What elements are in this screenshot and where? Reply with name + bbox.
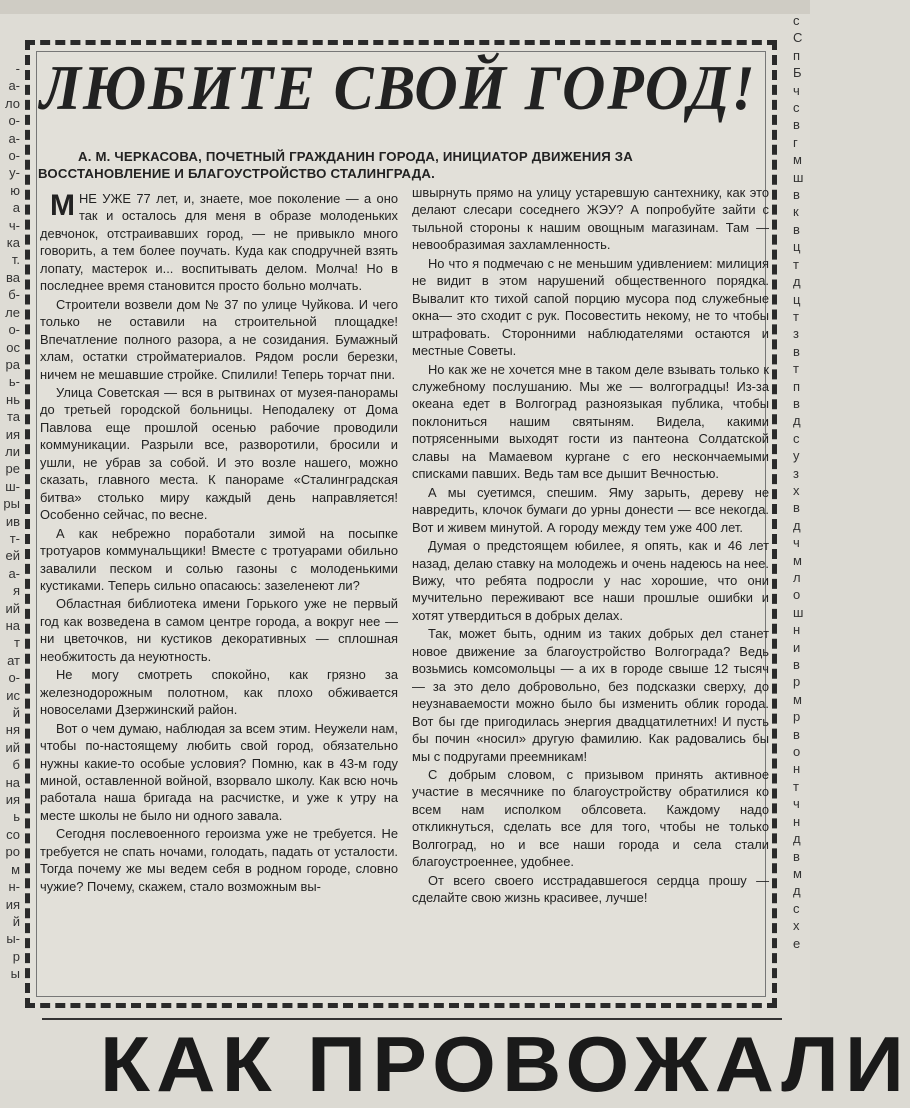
- right-margin-fragment: п: [793, 378, 801, 394]
- left-margin-fragment: й: [12, 705, 20, 721]
- left-paragraph: Строители возвели дом № 37 по улице Чуйкова. И чего только не оставили на строительной площадке! Впечатление полного разора, а не созидания. Бумажный хлам, остатки стройматериалов. Рядом росли березки, ничем не мешавшие стройке. Спилили! Теперь торчат пни.: [40, 296, 398, 382]
- left-margin-fragment: р: [12, 948, 20, 964]
- right-paragraph: А мы суетимся, спешим. Яму зарыть, дереву не навредить, клочок бумаги до урны донести — все некогда. Вот и живем минутой. А городу между тем уже 400 лет.: [412, 484, 769, 535]
- left-margin-fragment: ь: [13, 809, 20, 825]
- left-margin-fragment: ат: [7, 652, 20, 668]
- left-margin-fragment: о-: [8, 670, 20, 686]
- left-margin-fragment: ре: [5, 461, 20, 477]
- left-margin-fragment: ш-: [5, 478, 20, 494]
- right-paragraph: С добрым словом, с призывом принять активное участие в месячнике по благоустройству обратилися ко всем нам исполком облсовета. Каждому надо откликнуться, сделать все для того, чтобы не только Волгоград, но и все наши города и села стали благоустроеннее, удобнее.: [412, 766, 769, 870]
- right-margin-fragment: с: [793, 13, 800, 28]
- left-margin-fragment: а-: [8, 78, 20, 94]
- right-margin-fragment: н: [793, 813, 801, 829]
- right-margin-fragment: в: [793, 848, 800, 864]
- article-column-left: [40, 190, 398, 995]
- right-margin-fragment: с: [793, 900, 800, 916]
- left-paragraph: Вот о чем думаю, наблюдая за всем этим. Неужели нам, чтобы по-настоящему любить свой город, обязательно нужны какие-то особые условия? Помню, как в 43-м году миной, оставленной войной, взорвало школу. Как всю ночь работала наша бригада на расчистке, и уже к утру на месте школы не было ни одного завала.: [40, 720, 398, 823]
- left-margin-fragment: ка: [6, 235, 20, 251]
- right-margin-fragment: р: [793, 674, 801, 690]
- right-margin-fragment: т: [793, 256, 799, 272]
- right-margin-fragment: ш: [793, 604, 804, 620]
- left-paragraph: Улица Советская — вся в рытвинах от музея-панорамы до третьей городской больницы. Неподалеку от Дома Павлова еще прошлой осенью рабочие проводили коммуникации. Разрыли все, разворотили, бросили и ушли, не убрав за собой. И это возле нашего, можно сказать, главного места. К панораме «Сталинградская битва» столько миру каждый день направляется! Особенно сейчас, по весне.: [40, 384, 398, 523]
- right-margin-fragment: в: [793, 117, 800, 133]
- right-margin-fragment: ч: [793, 82, 800, 98]
- left-margin-fragment: ч-: [8, 217, 20, 233]
- right-margin-fragment: т: [793, 308, 799, 324]
- left-margin-fragment: ий: [5, 600, 20, 616]
- left-margin-fragment: на: [5, 618, 20, 633]
- left-margin-fragment: ло: [5, 95, 20, 111]
- right-margin-fragment: е: [793, 935, 801, 951]
- right-margin-fragment: н: [793, 622, 801, 638]
- right-margin-fragment: р: [793, 709, 801, 725]
- left-margin-fragment: о-: [8, 113, 20, 129]
- right-margin-fragment: з: [793, 326, 799, 342]
- right-margin-fragment: с: [793, 430, 800, 446]
- right-margin-fragment: ш: [793, 169, 804, 185]
- right-margin-fragment: ц: [793, 291, 801, 307]
- right-margin-fragment: в: [793, 187, 800, 203]
- right-margin-fragment: х: [793, 482, 800, 498]
- left-margin-fragment: у-: [9, 165, 20, 181]
- left-margin-fragment: ва: [6, 269, 20, 285]
- left-margin-fragment: ос: [6, 339, 20, 355]
- right-margin-fragment: м: [793, 552, 802, 568]
- right-margin-fragment: Б: [793, 65, 802, 81]
- left-margin-fragment: а: [12, 200, 20, 216]
- left-margin-fragment: ы-: [6, 931, 20, 947]
- left-margin-fragment: а-: [8, 130, 20, 146]
- right-margin-fragment: о: [793, 587, 801, 603]
- right-margin-fragment: г: [793, 134, 798, 150]
- next-article-title: КАК ПРОВОЖАЛИ: [100, 1020, 910, 1108]
- right-paragraph: Так, может быть, одним из таких добрых дел станет новое движение за благоустройство Волгограда? Ведь возьмись комсомольцы — а их в городе свыше 12 тысяч — за это дело добровольно, без подсказки сверху, до неузнаваемости можно было бы изменить облик города. Вот бы где пригодилась энергия двадцатилетних! И пусть бы почин «носил» другую фамилию. Как радовались бы мы с подругами преемникам!: [412, 626, 769, 764]
- right-paragraph: От всего своего исстрадавшегося сердца прошу — сделайте свою жизнь красивее, лучше!: [412, 872, 769, 906]
- drop-cap-letter: М: [50, 189, 75, 222]
- right-margin-fragment: п: [793, 47, 801, 63]
- right-margin-fragment: в: [793, 395, 800, 411]
- left-paragraph: А как небрежно поработали зимой на посыпке тротуаров коммунальщики! Вместе с тротуарами обильно завалили песком и солью газоны с молоденькими кустиками. Теперь сильно опасаюсь: зазеленеют ли?: [40, 525, 398, 593]
- right-paragraph: швырнуть прямо на улицу устаревшую сантехнику, как это делают слесари соседнего ЖЭУ? А попробуйте зайти с тыльной стороны к нашим овощным магазинам. Там — невообразимая захламленность.: [412, 185, 769, 253]
- left-margin-fragment: я: [12, 583, 20, 599]
- right-margin-fragment: в: [793, 221, 800, 237]
- article-title: ЛЮБИТЕ СВОЙ ГОРОД!: [40, 53, 757, 123]
- right-neighbor-column-fragments: [790, 12, 810, 992]
- left-paragraph: МНЕ УЖЕ 77 лет, и, знаете, мое поколение — а оно так и осталось для меня в образе молоденьких девчонок, отстраивавших город, — не привыкло много говорить, а тем более поучать. Куда как сподручней взять лопату, мастерок и... воспитывать делом. Молча! Но в последнее время становится просто больно молчать.: [40, 189, 398, 294]
- left-margin-fragment: ия: [5, 896, 20, 912]
- right-margin-fragment: м: [793, 152, 802, 168]
- left-margin-fragment: а-: [8, 565, 20, 581]
- left-margin-fragment: ю: [10, 182, 20, 198]
- left-paragraph: Областная библиотека имени Горького уже не первый год как возведена в самом центре города, а вокруг нее — ни цветочков, ни кустиков декоративных — сплошная необжитость да неуютность.: [40, 596, 398, 664]
- right-margin-fragment: ц: [793, 239, 801, 255]
- left-margin-fragment: н-: [8, 879, 20, 895]
- right-margin-fragment: С: [793, 30, 803, 46]
- left-margin-fragment: со: [6, 826, 20, 842]
- left-margin-fragment: б: [12, 757, 20, 773]
- right-paragraph: Но как же не хочется мне в таком деле взывать только к служебному послушанию. Мы же — волгоградцы! Из-за океана едет в Волгоград разноязыкая публика, чтобы поклониться нашим святыням. Видела, какими потрясенными выходят гости из пантеона Солдатской славы на Мамаевом кургане с его нескончаемыми списками павших. Ведь там все дышит Вечностью.: [412, 361, 769, 482]
- left-margin-fragment: т: [14, 635, 20, 651]
- left-margin-fragment: т-: [9, 530, 20, 546]
- right-margin-fragment: к: [793, 204, 799, 220]
- right-margin-fragment: д: [793, 883, 801, 899]
- right-margin-fragment: у: [793, 448, 800, 464]
- right-margin-fragment: д: [793, 831, 801, 847]
- right-margin-fragment: з: [793, 465, 799, 481]
- right-margin-fragment: д: [793, 274, 801, 290]
- right-margin-fragment: ч: [793, 535, 800, 551]
- left-margin-fragment: ы: [10, 966, 20, 982]
- right-margin-fragment: о: [793, 744, 801, 760]
- article-byline: А. М. ЧЕРКАСОВА, ПОЧЕТНЫЙ ГРАЖДАНИН ГОРОДА, ИНИЦИАТОР ДВИЖЕНИЯ ЗА ВОССТАНОВЛЕНИЕ И БЛАГОУСТРОЙСТВО СТАЛИНГРАДА.: [38, 149, 633, 181]
- right-margin-fragment: в: [793, 657, 800, 673]
- left-margin-fragment: ро: [5, 844, 20, 860]
- right-margin-fragment: м: [793, 865, 802, 881]
- right-paragraph: Но что я подмечаю с не меньшим удивлением: милиция не видит в этом нарушений общественного порядка. Вывалит кто тихой сапой порцию мусора под служебные окна— это сходит с рук. Посовестить некому, не то чтобы штрафовать. Сторонними наблюдателями остаются и местные Советы.: [412, 255, 769, 359]
- article-column-right: [412, 184, 769, 989]
- left-margin-fragment: ия: [5, 792, 20, 808]
- right-paragraph: Думая о предстоящем юбилее, я опять, как и 46 лет назад, делаю ставку на молодежь и очень надеюсь на нее. Вижу, что ребята подросли у нас хорошие, что они мучительно переживают все наши прошлые ошибки и хотят утвердиться в добрых делах.: [412, 538, 769, 623]
- right-margin-fragment: н: [793, 761, 801, 777]
- right-margin-fragment: с: [793, 100, 800, 116]
- right-margin-fragment: х: [793, 918, 800, 934]
- left-paragraph: Сегодня послевоенного героизма уже не требуется. Не требуется не спать ночами, голодать, падать от усталости. Тогда почему же мы ведем себя в родном городе, словно чужие? Почему, скажем, стало возможным вы-: [40, 826, 398, 894]
- left-margin-fragment: ры: [3, 496, 20, 512]
- left-paragraph: Не могу смотреть спокойно, как грязно за железнодорожным полотном, как плохо обживается новоселами Дзержинский район.: [40, 667, 398, 718]
- left-margin-fragment: о-: [8, 148, 20, 164]
- left-margin-fragment: о-: [8, 322, 20, 338]
- left-margin-fragment: б-: [8, 287, 20, 303]
- left-margin-fragment: ис: [6, 687, 20, 703]
- left-margin-fragment: ий: [5, 739, 20, 755]
- right-margin-fragment: в: [793, 726, 800, 742]
- left-margin-fragment: ия: [5, 426, 20, 442]
- left-margin-fragment: та: [6, 409, 20, 425]
- left-margin-fragment: й: [12, 913, 20, 929]
- left-margin-fragment: ня: [5, 722, 20, 738]
- left-neighbor-column-fragments: [0, 60, 22, 1000]
- left-margin-fragment: ив: [5, 513, 20, 529]
- right-margin-fragment: д: [793, 413, 801, 429]
- right-margin-fragment: в: [793, 500, 800, 516]
- left-margin-fragment: на: [5, 774, 20, 790]
- left-margin-fragment: ли: [5, 443, 20, 459]
- right-margin-fragment: и: [793, 639, 801, 655]
- left-margin-fragment: ей: [5, 548, 20, 564]
- left-margin-fragment: ле: [5, 304, 20, 320]
- left-margin-fragment: м: [11, 861, 20, 877]
- right-margin-fragment: т: [793, 778, 799, 794]
- right-margin-fragment: л: [793, 570, 801, 585]
- left-margin-fragment: нь: [6, 391, 20, 407]
- left-margin-fragment: ь-: [8, 374, 20, 390]
- right-margin-fragment: д: [793, 517, 801, 533]
- right-margin-fragment: ч: [793, 796, 800, 812]
- right-margin-fragment: м: [793, 691, 802, 707]
- top-edge-strip: [0, 0, 810, 14]
- right-margin-fragment: т: [793, 361, 799, 377]
- right-margin-fragment: в: [793, 343, 800, 359]
- left-margin-fragment: т.: [11, 252, 20, 268]
- left-margin-fragment: -: [15, 61, 20, 76]
- left-margin-fragment: ра: [5, 356, 20, 372]
